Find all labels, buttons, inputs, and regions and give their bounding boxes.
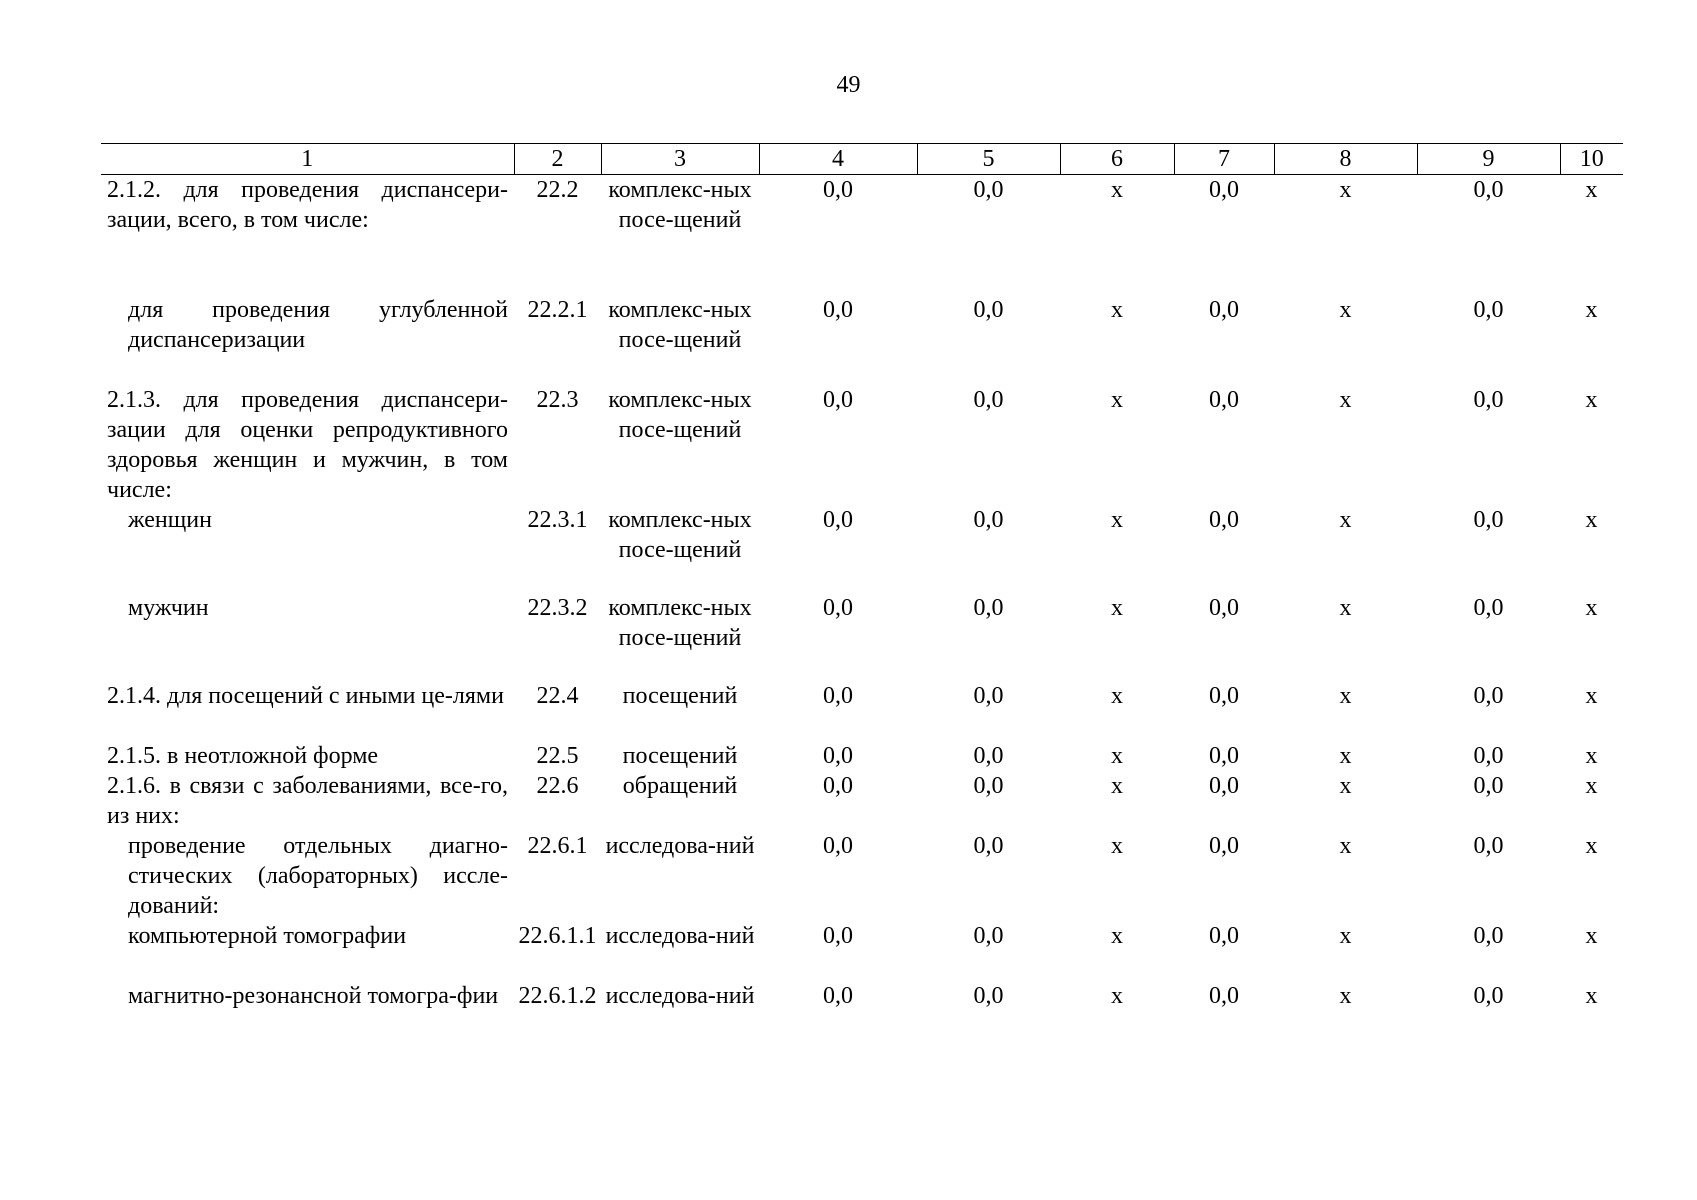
row-unit: комплекс-ных посе-щений — [608, 177, 752, 233]
row-value-col4: 0,0 — [823, 595, 853, 621]
table-row — [101, 981, 1623, 1041]
row-value-col5: 0,0 — [973, 507, 1004, 533]
row-value-col4: 0,0 — [823, 773, 853, 799]
header-cell-5: 5 — [917, 144, 1060, 175]
table-row — [101, 771, 1623, 831]
row-value-col8: х — [1339, 923, 1352, 949]
row-value-col10: х — [1585, 297, 1598, 323]
header-cell-3: 3 — [601, 144, 759, 175]
row-code: 22.2.1 — [527, 297, 588, 323]
row-name: магнитно-резонансной томогра-фии — [128, 983, 499, 1009]
row-unit: посещений — [622, 743, 738, 769]
row-unit: комплекс-ных посе-щений — [608, 297, 752, 353]
row-value-col5: 0,0 — [973, 177, 1004, 203]
row-value-col6: х — [1111, 297, 1123, 323]
row-unit: комплекс-ных посе-щений — [608, 387, 752, 443]
row-value-col6: х — [1111, 773, 1123, 799]
row-value-col7: 0,0 — [1209, 297, 1239, 323]
row-code: 22.4 — [536, 683, 579, 709]
row-value-col8: х — [1339, 773, 1352, 799]
row-value-col6: х — [1111, 923, 1123, 949]
row-value-col5: 0,0 — [973, 983, 1004, 1009]
table-row — [101, 921, 1623, 981]
row-value-col6: х — [1111, 387, 1123, 413]
table-header — [101, 144, 1623, 175]
row-value-col5: 0,0 — [973, 595, 1004, 621]
row-value-col5: 0,0 — [973, 387, 1004, 413]
row-value-col9: 0,0 — [1473, 833, 1504, 859]
table-body — [101, 175, 1623, 1042]
row-name: 2.1.3. для проведения диспансери-зации для оценки репродуктивного здоровья женщин и мужчин, в том числе: — [107, 387, 508, 503]
table-row — [101, 593, 1623, 681]
row-value-col8: х — [1339, 297, 1352, 323]
row-value-col5: 0,0 — [973, 773, 1004, 799]
row-value-col5: 0,0 — [973, 923, 1004, 949]
row-value-col7: 0,0 — [1209, 507, 1239, 533]
row-value-col5: 0,0 — [973, 683, 1004, 709]
row-value-col8: х — [1339, 833, 1352, 859]
table-row — [101, 385, 1623, 505]
row-value-col10: х — [1585, 983, 1598, 1009]
table-row — [101, 831, 1623, 921]
row-value-col9: 0,0 — [1473, 683, 1504, 709]
row-value-col8: х — [1339, 743, 1352, 769]
row-unit: исследова-ний — [605, 833, 755, 859]
row-value-col9: 0,0 — [1473, 773, 1504, 799]
row-value-col6: х — [1111, 983, 1123, 1009]
row-value-col4: 0,0 — [823, 177, 853, 203]
row-value-col7: 0,0 — [1209, 743, 1239, 769]
row-value-col6: х — [1111, 507, 1123, 533]
row-value-col8: х — [1339, 387, 1352, 413]
row-value-col7: 0,0 — [1209, 595, 1239, 621]
row-value-col5: 0,0 — [973, 297, 1004, 323]
row-value-col8: х — [1339, 983, 1352, 1009]
row-unit: исследова-ний — [605, 923, 755, 949]
row-value-col4: 0,0 — [823, 297, 853, 323]
row-value-col10: х — [1585, 923, 1598, 949]
row-code: 22.6.1 — [527, 833, 588, 859]
row-value-col8: х — [1339, 177, 1352, 203]
row-value-col10: х — [1585, 507, 1598, 533]
row-unit: комплекс-ных посе-щений — [608, 595, 752, 651]
header-cell-2: 2 — [514, 144, 601, 175]
header-cell-1: 1 — [101, 144, 514, 175]
row-value-col6: х — [1111, 177, 1123, 203]
row-value-col4: 0,0 — [823, 507, 853, 533]
row-unit: исследова-ний — [605, 983, 755, 1009]
row-value-col4: 0,0 — [823, 387, 853, 413]
row-value-col10: х — [1585, 177, 1598, 203]
row-value-col9: 0,0 — [1473, 595, 1504, 621]
row-name: проведение отдельных диагно-стических (лабораторных) иссле-дований: — [128, 833, 508, 919]
table-row — [101, 175, 1623, 296]
row-value-col10: х — [1585, 743, 1598, 769]
row-value-col4: 0,0 — [823, 923, 853, 949]
row-unit: посещений — [622, 683, 738, 709]
row-value-col7: 0,0 — [1209, 773, 1239, 799]
header-cell-8: 8 — [1274, 144, 1417, 175]
row-code: 22.3 — [536, 387, 579, 413]
row-value-col9: 0,0 — [1473, 923, 1504, 949]
row-name: компьютерной томографии — [128, 923, 407, 949]
row-code: 22.3.1 — [527, 507, 588, 533]
table-row — [101, 295, 1623, 385]
header-cell-9: 9 — [1417, 144, 1560, 175]
header-cell-6: 6 — [1060, 144, 1174, 175]
header-cell-7: 7 — [1174, 144, 1274, 175]
row-unit: обращений — [622, 773, 738, 799]
row-value-col6: х — [1111, 743, 1123, 769]
row-code: 22.6.1.1 — [518, 923, 597, 949]
row-value-col10: х — [1585, 595, 1598, 621]
row-value-col9: 0,0 — [1473, 507, 1504, 533]
row-value-col7: 0,0 — [1209, 923, 1239, 949]
row-value-col4: 0,0 — [823, 983, 853, 1009]
row-value-col4: 0,0 — [823, 683, 853, 709]
row-value-col8: х — [1339, 507, 1352, 533]
row-value-col7: 0,0 — [1209, 833, 1239, 859]
row-value-col9: 0,0 — [1473, 297, 1504, 323]
row-value-col4: 0,0 — [823, 833, 853, 859]
row-name: женщин — [128, 507, 212, 533]
row-value-col8: х — [1339, 595, 1352, 621]
row-value-col10: х — [1585, 387, 1598, 413]
row-value-col9: 0,0 — [1473, 983, 1504, 1009]
row-value-col7: 0,0 — [1209, 177, 1239, 203]
row-value-col7: 0,0 — [1209, 983, 1239, 1009]
row-value-col10: х — [1585, 773, 1598, 799]
row-value-col10: х — [1585, 833, 1598, 859]
header-cell-4: 4 — [759, 144, 917, 175]
row-code: 22.3.2 — [527, 595, 588, 621]
row-code: 22.6.1.2 — [518, 983, 597, 1009]
row-name: 2.1.2. для проведения диспансери-зации, всего, в том числе: — [107, 177, 508, 233]
row-value-col4: 0,0 — [823, 743, 853, 769]
row-value-col10: х — [1585, 683, 1598, 709]
row-value-col9: 0,0 — [1473, 387, 1504, 413]
row-code: 22.6 — [536, 773, 579, 799]
page-number: 49 — [836, 72, 861, 98]
table-row — [101, 505, 1623, 593]
row-value-col6: х — [1111, 683, 1123, 709]
row-value-col6: х — [1111, 833, 1123, 859]
row-value-col6: х — [1111, 595, 1123, 621]
header-row — [101, 144, 1623, 175]
header-cell-10: 10 — [1560, 144, 1623, 175]
row-value-col7: 0,0 — [1209, 387, 1239, 413]
row-code: 22.2 — [536, 177, 579, 203]
row-value-col9: 0,0 — [1473, 177, 1504, 203]
row-value-col7: 0,0 — [1209, 683, 1239, 709]
row-name: для проведения углубленной диспансеризации — [128, 297, 508, 353]
row-name: 2.1.4. для посещений с иными це-лями — [107, 683, 504, 709]
data-table — [101, 143, 1623, 1041]
row-unit: комплекс-ных посе-щений — [608, 507, 752, 563]
table-row — [101, 741, 1623, 771]
row-value-col9: 0,0 — [1473, 743, 1504, 769]
row-value-col5: 0,0 — [973, 833, 1004, 859]
row-code: 22.5 — [536, 743, 579, 769]
row-value-col5: 0,0 — [973, 743, 1004, 769]
row-name: мужчин — [128, 595, 209, 621]
table-row — [101, 681, 1623, 741]
row-name: 2.1.6. в связи с заболеваниями, все-го, из них: — [107, 773, 508, 829]
row-name: 2.1.5. в неотложной форме — [107, 743, 379, 769]
row-value-col8: х — [1339, 683, 1352, 709]
